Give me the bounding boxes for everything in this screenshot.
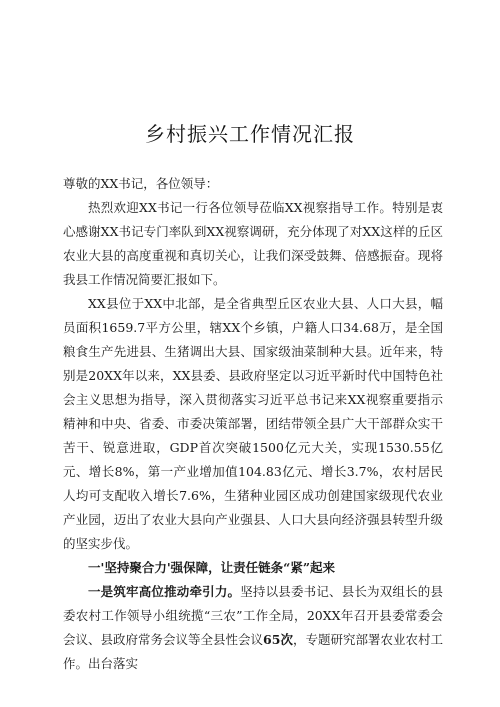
paragraph-lead: 一是筑牢高位推动牵引力。 bbox=[88, 584, 241, 599]
salutation: 尊敬的XX书记，各位领导： bbox=[63, 176, 219, 191]
section-heading-1: 一'坚持聚合力'强保障，让责任链条“紧”起来 bbox=[88, 560, 336, 575]
paragraph-text: 坚持以县委书记、县长为双组长的县委农村工作领导小组统揽“三农”工作全局，20XX年召开县委常委会会议、县政府常务会议等全县性会议 bbox=[63, 584, 443, 647]
document-title: 乡村振兴工作情况汇报 bbox=[145, 122, 355, 146]
meeting-count: 65次 bbox=[263, 632, 293, 647]
paragraph-tail: ，专题研究部署农业农村工作。出台落实 bbox=[63, 632, 443, 671]
paragraph-intro: 热烈欢迎XX书记一行各位领导莅临XX视察指导工作。特别是衷心感谢XX书记专门率队到XX视察调研，充分体现了对XX这样的丘区农业大县的高度重视和真切关心，让我们深受鼓舞、倍感振奋。现将我县工作情况简要汇报如下。 bbox=[63, 200, 443, 287]
document-body bbox=[63, 172, 443, 676]
paragraph-county-overview: XX县位于XX中北部，是全省典型丘区农业大县、人口大县，幅员面积1659.7平方公里，辖XX个乡镇，户籍人口34.68万，是全国粮食生产先进县、生猪调出大县、国家级油菜制种大县。近年来，特别是20XX年以来，XX县委、县政府坚定以习近平新时代中国特色社会主义思想为指导，深入贯彻落实习近平总书记来XX视察重要指示精神和中央、省委、市委决策部署，团结带领全县广大干部群众实干苦干、锐意进取，GDP首次突破1500亿元大关，实现1530.55亿元、增长8%，第一产业增加值104.83亿元、增长3.7%，农村居民人均可支配收入增长7.6%，生猪种业园区成功创建国家级现代农业产业园，迈出了农业大县向产业强县、人口大县向经济强县转型升级的坚实步伐。 bbox=[63, 296, 443, 551]
paragraph-section-1-1 bbox=[63, 580, 443, 676]
